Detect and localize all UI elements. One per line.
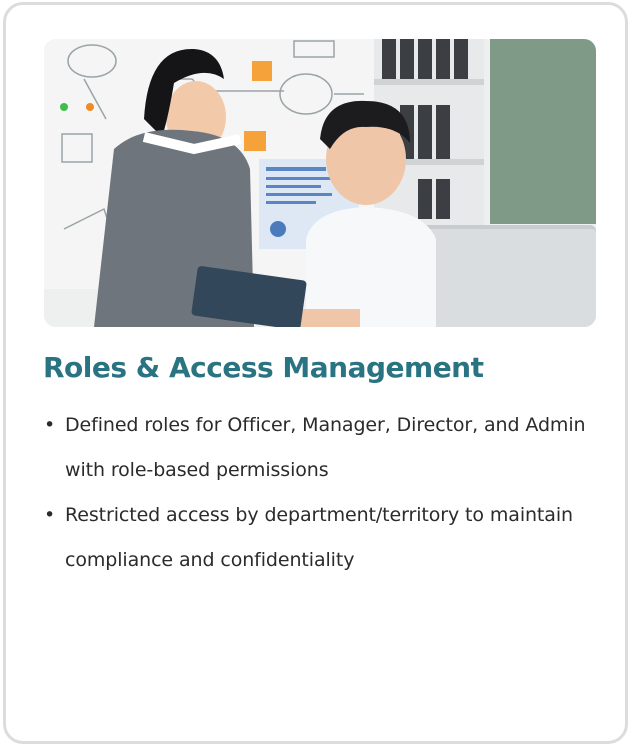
feature-list [44,403,604,583]
bullet-icon: • [44,414,56,436]
list-item [44,403,604,493]
feature-card [3,2,628,744]
list-item-text: Defined roles for Officer, Manager, Director, and Admin with role-based permissions [65,414,586,481]
office-photo [44,39,596,327]
bullet-icon: • [44,504,56,526]
list-item-text: Restricted access by department/territory to maintain compliance and confidentiality [65,504,573,571]
card-title: Roles & Access Management [43,351,484,384]
office-photo-illustration [44,39,596,327]
list-item [44,493,604,583]
